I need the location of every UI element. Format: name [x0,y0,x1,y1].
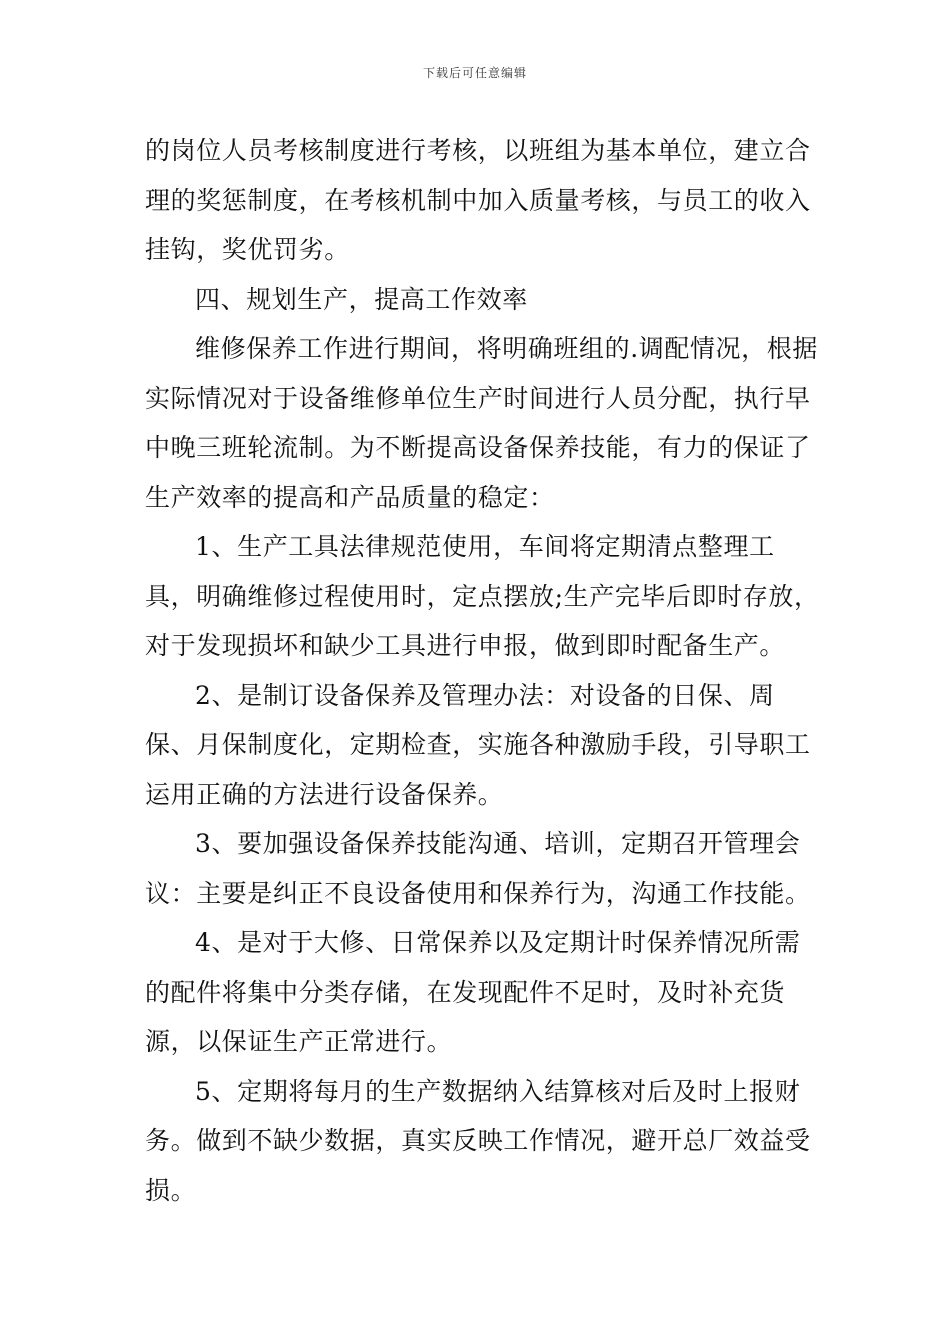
paragraph-continuation: 的岗位人员考核制度进行考核，以班组为基本单位，建立合理的奖惩制度，在考核机制中加入质量考核，与员工的收入挂钩，奖优罚劣。 [145,136,811,264]
list-item-2: 2、是制订设备保养及管理办法：对设备的日保、周保、月保制度化，定期检查，实施各种激励手段，引导职工运用正确的方法进行设备保养。 [145,680,811,809]
section-heading: 四、规划生产，提高工作效率 [195,284,528,314]
paragraph-intro: 维修保养工作进行期间，将明确班组的.调配情况，根据实际情况对于设备维修单位生产时间进行人员分配，执行早中晚三班轮流制。为不断提高设备保养技能，有力的保证了生产效率的提高和产品质量的稳定： [145,334,818,512]
page-header: 下载后可任意编辑 [422,66,527,80]
list-item-5: 5、定期将每月的生产数据纳入结算核对后及时上报财务。做到不缺少数据，真实反映工作情况，避开总厂效益受损。 [145,1076,811,1205]
document-body [145,126,825,1215]
list-item-4: 4、是对于大修、日常保养以及定期计时保养情况所需的配件将集中分类存储，在发现配件不足时，及时补充货源，以保证生产正常进行。 [145,928,801,1056]
list-item-3: 3、要加强设备保养技能沟通、培训，定期召开管理会议：主要是纠正不良设备使用和保养行为，沟通工作技能。 [145,829,811,908]
list-item-1: 1、生产工具法律规范使用，车间将定期清点整理工具，明确维修过程使用时，定点摆放;生产完毕后即时存放，对于发现损坏和缺少工具进行申报，做到即时配备生产。 [145,532,820,660]
